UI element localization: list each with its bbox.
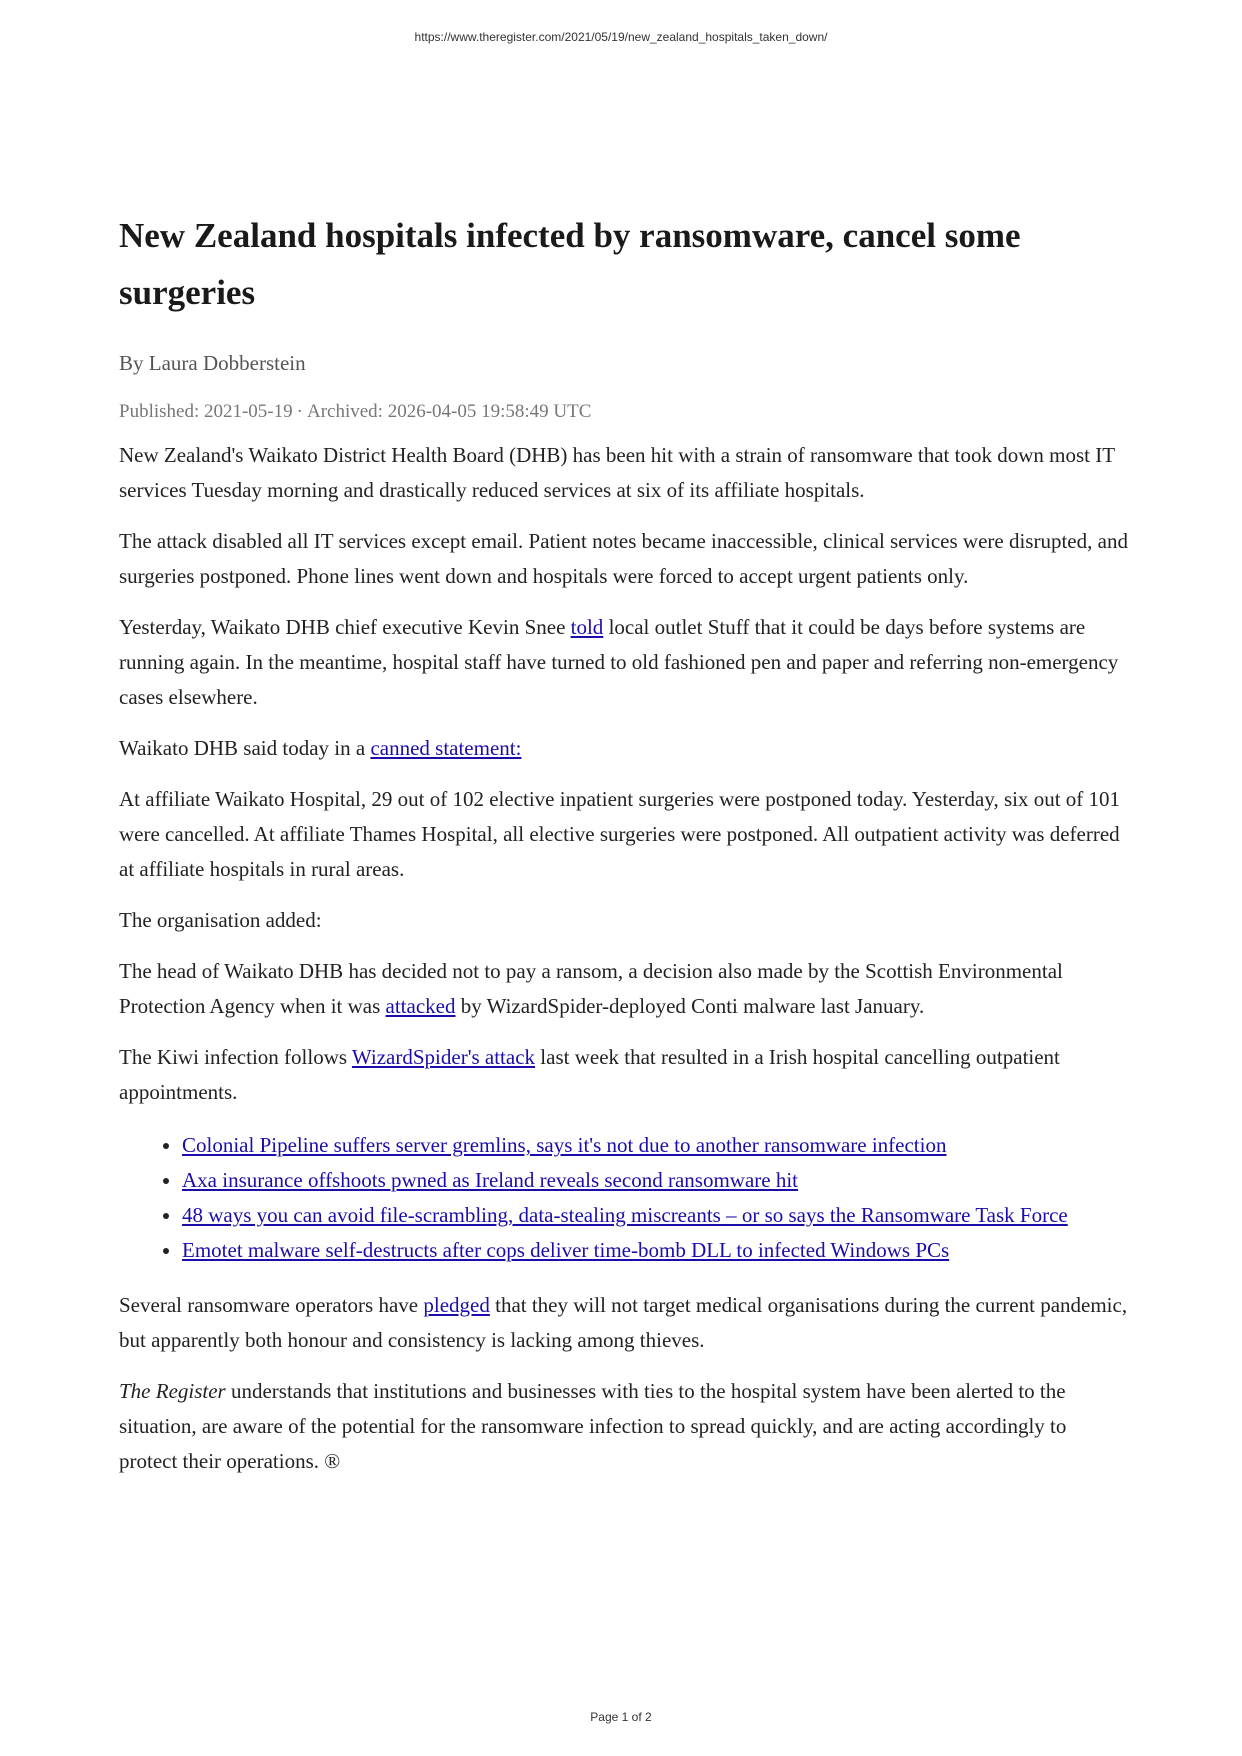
canned-statement-link[interactable]: canned statement: [370,736,522,760]
paragraph-1: New Zealand's Waikato District Health Board (DHB) has been hit with a strain of ransomware that took down most IT services Tuesday morning and drastically reduced services at six of its affiliate hospitals. [119,443,1115,502]
paragraph-text: Yesterday, Waikato DHB chief executive Kevin Snee [119,615,571,639]
paragraph-text: Several ransomware operators have [119,1293,424,1317]
page-url: https://www.theregister.com/2021/05/19/new_zealand_hospitals_taken_down/ [414,30,828,44]
paragraph-text: that they will not target medical organisations during the current pandemic, but apparently both honour and consistency is lacking among thieves. [119,1293,1128,1352]
paragraph-5: At affiliate Waikato Hospital, 29 out of 102 elective inpatient surgeries were postponed today. Yesterday, six out of 101 were cancelled. At affiliate Thames Hospital, all elective surgeries were postponed. All outpatient activity was deferred at affiliate hospitals in rural areas. [119,787,1121,881]
paragraph-9 [119,1288,1129,1358]
published-date: Published: 2021-05-19 [119,401,293,422]
paragraph-6: The organisation added: [119,908,322,932]
paragraph-text: understands that institutions and businesses with ties to the hospital system have been alerted to the situation, are aware of the potential for the ransomware infection to spread quickly, and are acting accordingly to protect their operations. ® [119,1379,1067,1473]
paragraph-2: The attack disabled all IT services except email. Patient notes became inaccessible, clinical services were disrupted, and surgeries postponed. Phone lines went down and hospitals were forced to accept urgent patients only. [119,529,1128,588]
paragraph-10 [119,1374,1129,1479]
told-link[interactable]: told [570,615,604,639]
paragraph-text: last week that resulted in a Irish hospital cancelling outpatient appointments. [119,1045,1060,1104]
list-item [182,1233,1129,1268]
article-title: New Zealand hospitals infected by ransomware, cancel some surgeries [119,216,1021,312]
related-link-48-ways[interactable]: 48 ways you can avoid file-scrambling, data-stealing miscreants – or so says the Ransomware Task Force [182,1203,1068,1227]
paragraph-text: The head of Waikato DHB has decided not to pay a ransom, a decision also made by the Scottish Environmental Protection Agency when it was [119,959,1063,1018]
byline: By Laura Dobberstein [119,351,306,375]
paragraph-7 [119,954,1129,1024]
archived-date: Archived: 2026-04-05 19:58:49 UTC [306,401,592,422]
attacked-link[interactable]: attacked [385,994,456,1018]
paragraph-4 [119,731,1129,766]
article [119,207,1129,1479]
paragraph-text: local outlet Stuff that it could be days before systems are running again. In the meantime, hospital staff have turned to old fashioned pen and paper and referring non-emergency cases elsewhere. [119,615,1119,709]
paragraph-8 [119,1040,1129,1110]
list-item [182,1128,1129,1163]
pledged-link[interactable]: pledged [423,1293,490,1317]
wizardspider-attack-link[interactable]: WizardSpider's attack [351,1045,536,1069]
meta-separator: · [296,401,303,422]
list-item [182,1198,1129,1233]
related-link-axa[interactable]: Axa insurance offshoots pwned as Ireland reveals second ransomware hit [182,1168,798,1192]
related-link-emotet[interactable]: Emotet malware self-destructs after cops deliver time-bomb DLL to infected Windows PCs [182,1238,950,1262]
list-item [182,1163,1129,1198]
paragraph-text: The Kiwi infection follows [119,1045,352,1069]
paragraph-text: by WizardSpider-deployed Conti malware last January. [455,994,925,1018]
publication-name: The Register [119,1379,226,1403]
related-links-list [119,1128,1129,1268]
related-link-colonial-pipeline[interactable]: Colonial Pipeline suffers server gremlins, says it's not due to another ransomware infection [182,1133,947,1157]
paragraph-3 [119,610,1129,715]
page-number: Page 1 of 2 [590,1710,652,1724]
paragraph-text: Waikato DHB said today in a [119,736,371,760]
publish-meta [119,397,1129,427]
